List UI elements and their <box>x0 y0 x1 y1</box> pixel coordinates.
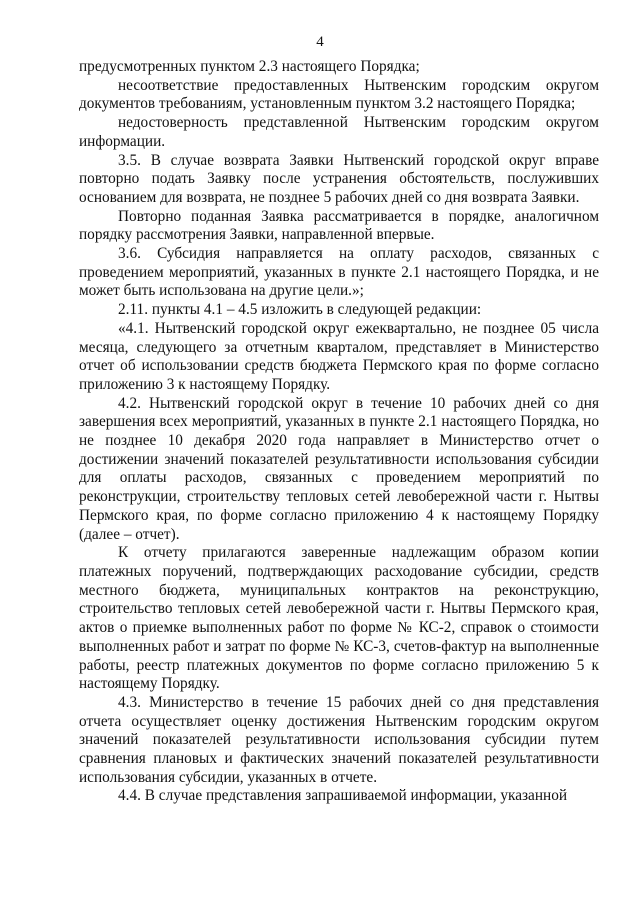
paragraph-4-2: 4.2. Нытвенский городской округ в течение 10 рабочих дней со дня завершения всех мероприятий, указанных в пункте 2.1 настоящего Порядка, но не позднее 10 декабря 2020 года направляет в Министерство отчет о достижении значений показателей результативности использования субсидии для оплаты расходов, связанных с проведением мероприятий по реконструкции, строительству тепловых сетей левобережной части г. Нытвы Пермского края, по форме согласно приложению 4 к настоящему Порядку (далее – отчет). <box>79 394 599 543</box>
paragraph-4-3: 4.3. Министерство в течение 15 рабочих дней со дня представления отчета осуществляет оценку достижения Нытвенским городским округом значений показателей результативности использования субсидии путем сравнения плановых и фактических значений показателей результативности использования субсидии, указанных в отчете. <box>79 693 599 786</box>
paragraph-4-4: 4.4. В случае представления запрашиваемой информации, указанной <box>118 787 568 805</box>
page-number: 4 <box>316 34 324 50</box>
paragraph-report-attachments: К отчету прилагаются заверенные надлежащим образом копии платежных поручений, подтверждающих расходование субсидии, средств местного бюджета, муниципальных контрактов на реконструкцию, строительство тепловых сетей левобережной части г. Нытвы Пермского края, актов о приемке выполненных работ по форме № КС-2, справок о стоимости выполненных работ и затрат по форме № КС-3, счетов-фактур на выполненные работы, реестр платежных документов по форме согласно приложению 5 к настоящему Порядку. <box>79 544 599 693</box>
paragraph-3-5: 3.5. В случае возврата Заявки Нытвенский городской округ вправе повторно подать Заявку после устранения обстоятельств, послуживших основанием для возврата, не позднее 5 рабочих дней со дня возврата Заявки. <box>79 151 599 206</box>
paragraph-3-6: 3.6. Субсидия направляется на оплату расходов, связанных с проведением мероприятий, указанных в пункте 2.1 настоящего Порядка, и не может быть использована на другие цели.»; <box>79 245 599 300</box>
paragraph-inconsistency: несоответствие предоставленных Нытвенским городским округом документов требованиям, установленным пунктом 3.2 настоящего Порядка; <box>79 76 599 113</box>
paragraph-resubmission: Повторно поданная Заявка рассматривается в порядке, аналогичном порядку рассмотрения Заявки, направленной впервые. <box>79 207 599 244</box>
paragraph-inaccuracy: недостоверность представленной Нытвенским городским округом информации. <box>79 114 599 150</box>
paragraph-continuation: предусмотренных пунктом 2.3 настоящего Порядка; <box>79 58 420 75</box>
paragraph-2-11: 2.11. пункты 4.1 – 4.5 изложить в следующей редакции: <box>118 301 482 319</box>
document-body <box>79 58 599 806</box>
paragraph-4-1: «4.1. Нытвенский городской округ ежеквартально, не позднее 05 числа месяца, следующего за отчетным кварталом, представляет в Министерство отчет об использовании средств бюджета Пермского края по форме согласно приложению 3 к настоящему Порядку. <box>79 319 599 393</box>
